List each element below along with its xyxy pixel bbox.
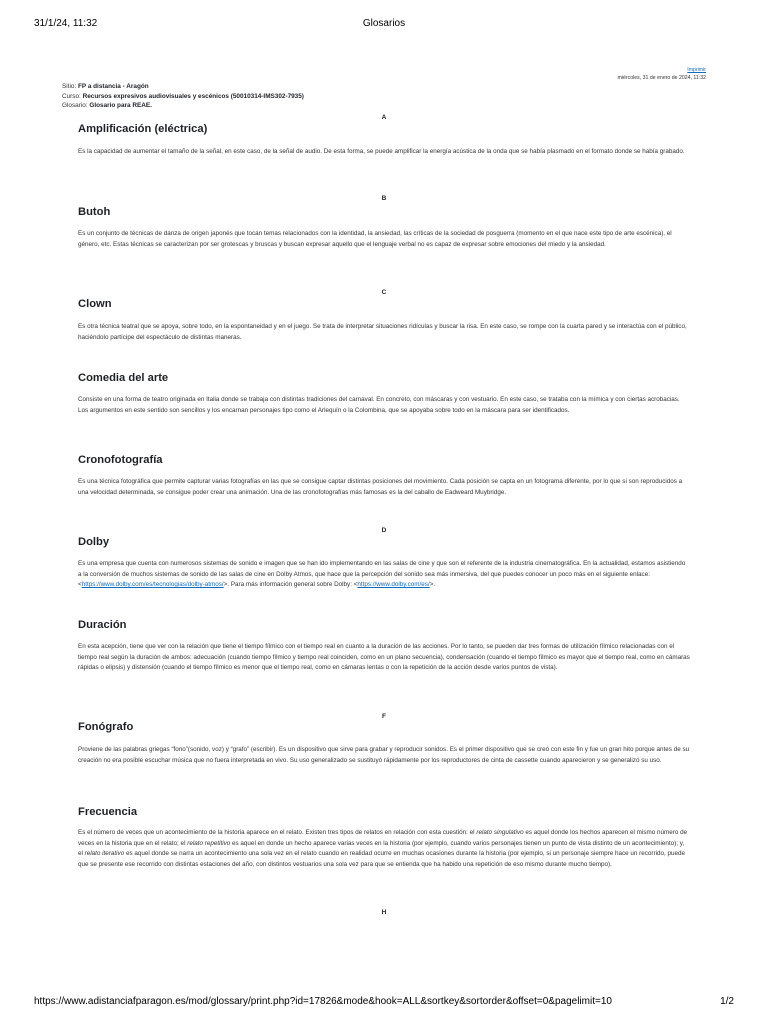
entry-term: Duración [78,619,127,631]
letter-heading-b: B [381,195,387,202]
entry-term: Clown [78,298,112,310]
print-datetime: 31/1/24, 11:32 [34,18,98,29]
print-url: https://www.adistanciafparagon.es/mod/glossary/print.php?id=17826&mode&hook=ALL&sortkey&sortorder&offset=0&pagelimit=10 [34,996,612,1007]
entry-definition: Proviene de las palabras griegas “fono”(sonido, voz) y “grafo” (escribir). Es un dispositivo que sirve para grabar y reproducir sonidos. Es el primer dispositivo que se creó con este fin y fue un gran hito porque antes de su creación no era posible escuchar música que no fuera interpretada en vivo. Su uso generalizado se sustituyó rápidamente por los reproductores de cinta de cassette cuando aparecieron y se generalizó su uso. [78,746,690,764]
site-name: FP a distancia - Aragón [78,83,149,90]
entry-term: Fonógrafo [78,721,134,733]
letter-heading-d: D [381,527,387,534]
page-number: 1/2 [720,996,734,1007]
glossary-name: Glosario para REAE. [89,102,152,109]
print-title: Glosarios [362,18,406,29]
print-info [618,66,706,82]
entry-term: Dolby [78,536,110,548]
entry-term: Butoh [78,206,111,218]
entry-definition: Es el número de veces que un acontecimiento de la historia aparece en el relato. Existen tres tipos de relatos en relación con esta cuestión: el relato singulativo es aquel donde los hechos aparecen el mismo número de veces en la historia que en el relato; el relato repetitivo es aquel en donde un hecho aparece varias veces en la historia (por ejemplo, cuando varios personajes tienen un punto de vista distinto de un acontecimiento); y, el relato iterativo es aquel donde se narra un acontecimiento una sola vez en el relato cuando en realidad ocurre en muchas ocasiones durante la historia (por ejemplo, si un personaje siempre hace un recorrido, puede que se presente ese recorrido con distintas estaciones del año, con distintos vestuarios una sola vez para que se entienda que ha habido una repetición de eso mismo durante mucho tiempo). [78,829,688,868]
dolby-atmos-link[interactable]: https://www.dolby.com/es/tecnologias/dolby-atmos/ [81,581,224,589]
entry-definition: Es una empresa que cuenta con numerosos sistemas de sonido e imagen que se han ido implementando en las salas de cine y que son el referente de la industria cinematográfica. En la actualidad, estamos asistiendo a la conversión de muchos sistemas de sonido de las salas de cine en Dolby Atmos, que hace que la percepción del sonido sea más inmersiva, del que puedes conocer un poco más en el siguiente enlace: <https://www.dolby.com/es/tecnologias/dolby-atmos/>. Para más información general sobre Dolby: <https://www.dolby.com/es/>. [78,560,686,589]
glossary-meta [62,82,304,111]
entry-term: Frecuencia [78,806,138,818]
site-row: Sitio: FP a distancia - Aragón [62,83,149,90]
course-row: Curso: Recursos expresivos audiovisuales y escénicos (50010314-IMS302-7935) [62,92,304,100]
entry-term: Amplificación (eléctrica) [78,123,208,135]
print-footer [34,996,734,1010]
entry-term: Comedia del arte [78,372,169,384]
print-date: miércoles, 31 de enero de 2024, 11:32 [617,75,706,81]
entry-definition: Consiste en una forma de teatro originada en Italia donde se trabaja con distintas tradiciones del carnaval. En concreto, con máscaras y con vestuario. En este caso, se trataba con la mímica y con ciertas acrobacias. Los argumentos en este sentido son sencillos y los encarnan personajes tipo como el Arlequín o la Colombina, que se apoyaba sobre todo en la máscara para ser identificados. [78,396,680,414]
entry-definition: Es otra técnica teatral que se apoya, sobre todo, en la espontaneidad y en el juego. Se trata de interpretar situaciones ridículas y buscar la risa. En este caso, se rompe con la cuarta pared y se interactúa con el público, haciéndolo partícipe del espectáculo de distintas maneras. [78,323,687,341]
entry-definition: En esta acepción, tiene que ver con la relación que tiene el tiempo fílmico con el tiempo real en cuanto a la duración de las acciones. Por lo tanto, se pueden dar tres formas de utilización fílmico relacionadas con el tiempo real según la duración de ambos: adecuación (cuando tiempo fílmico y tiempo real coinciden, como en un plano secuencia), condensación (cuando el tiempo fílmico es mayor que el tiempo real, como en cámaras rápidas o elipsis) y distensión (cuando el tiempo fílmico es menor que el tiempo real, como en cámaras lentas o con la repetición de la acción desde varios puntos de vista). [78,643,690,672]
course-name: Recursos expresivos audiovisuales y escénicos (50010314-IMS302-7935) [82,92,304,100]
entry-definition: Es un conjunto de técnicas de danza de origen japonés que tocan temas relacionados con la identidad, la ansiedad, las críticas de la sociedad de posguerra (momento en el que nace este tipo de arte escénica), el género, etc. Estas técnicas se caracterizan por ser grotescas y bruscas y buscan expresar aquello que el lenguaje verbal no es capaz de expresar sobre emociones del miedo y la ansiedad. [78,230,672,248]
entry-definition: Es la capacidad de aumentar el tamaño de la señal, en este caso, de la señal de audio. De esta forma, se puede amplificar la energía acústica de la onda que se había plasmado en el formato donde se había grabado. [78,148,685,155]
glossary-row: Glosario: Glosario para REAE. [62,102,152,109]
entry-definition: Es una técnica fotográfica que permite capturar varias fotografías en las que se consigue captar distintas posiciones del movimiento. Cada posición se capta en un fotograma diferente, por lo que si son reproducidos a una velocidad determinada, se consigue poder crear una animación. Una de las cronofotografías más famosas es la del caballo de Eadweard Muybridge. [78,478,683,496]
print-header [34,18,734,32]
entry-term: Cronofotografía [78,454,163,466]
print-link[interactable]: Imprimir [687,67,706,73]
letter-heading-c: C [381,289,387,296]
dolby-link[interactable]: https://www.dolby.com/es/ [357,581,430,589]
letter-heading-a: A [381,114,387,121]
letter-heading-h: H [381,909,387,916]
letter-heading-f: F [382,713,386,720]
